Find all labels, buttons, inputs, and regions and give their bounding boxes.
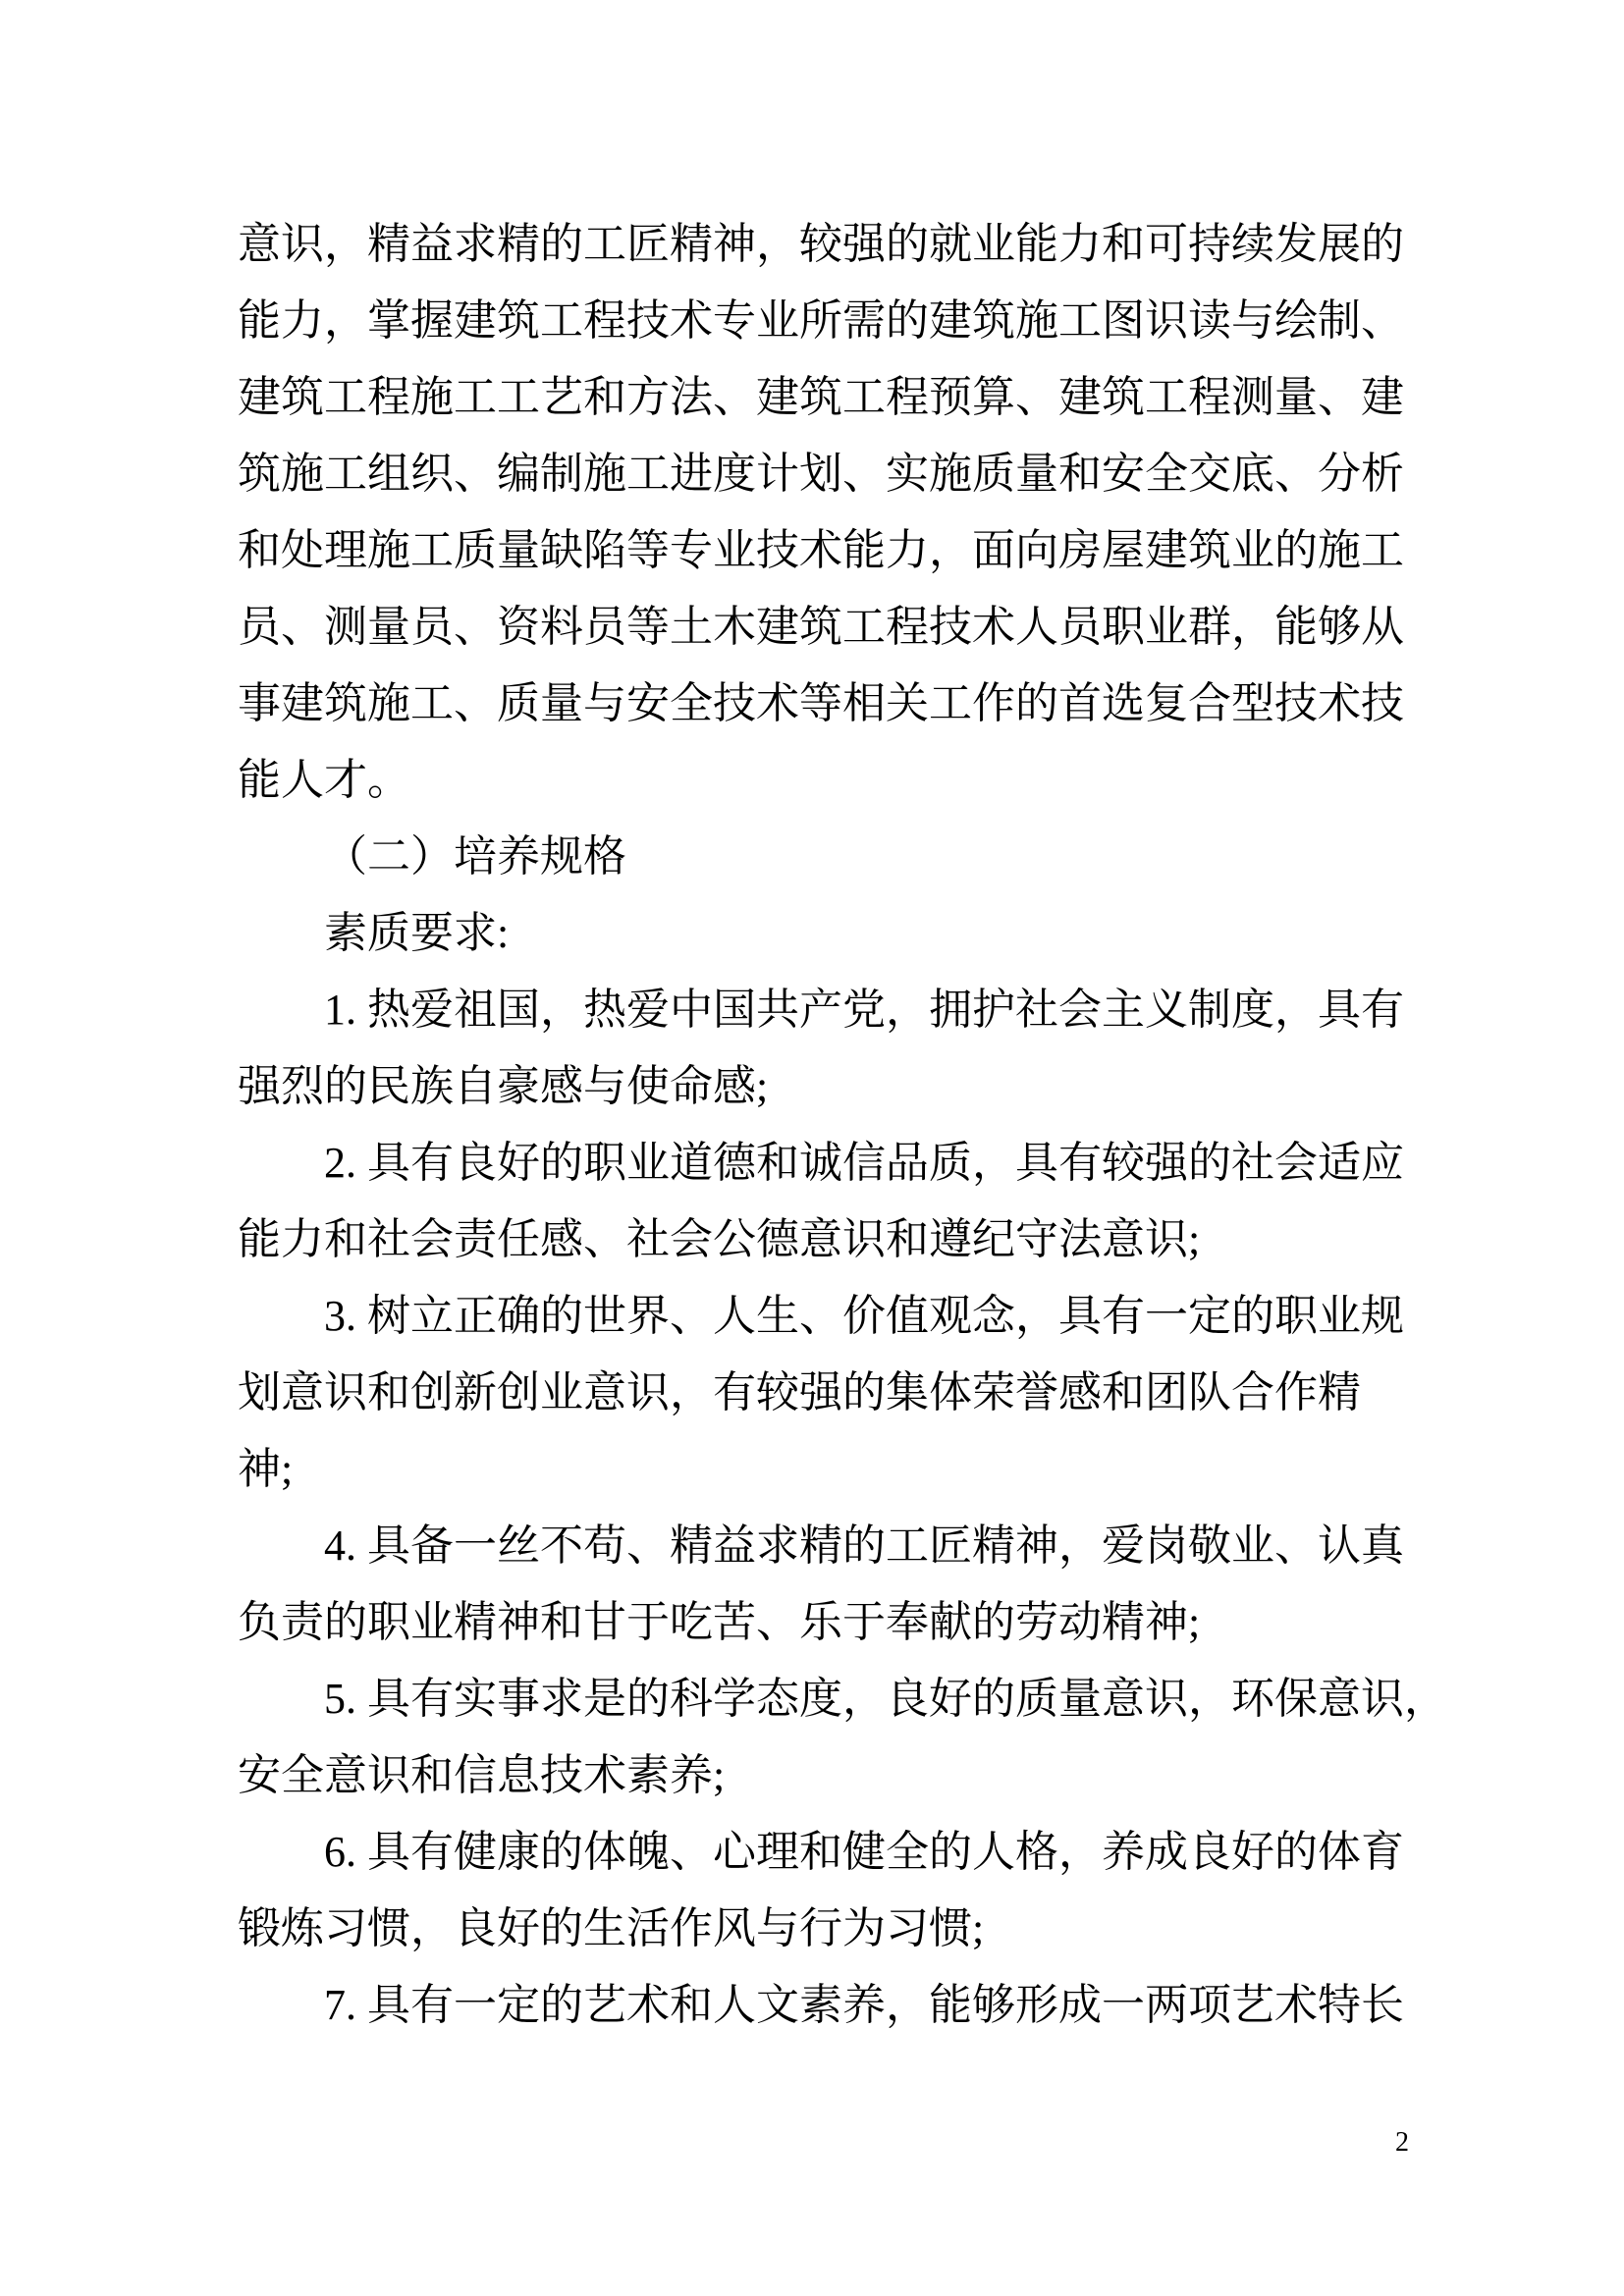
text-line: 能力，掌握建筑工程技术专业所需的建筑施工图识读与绘制、 — [238, 296, 1404, 345]
list-item: 6. 具有健康的体魄、心理和健全的人格，养成良好的体育 — [324, 1828, 1404, 1876]
list-item: 2. 具有良好的职业道德和诚信品质，具有较强的社会适应 — [324, 1139, 1404, 1187]
text-line: 员、测量员、资料员等土木建筑工程技术人员职业群，能够从 — [238, 603, 1404, 651]
text-line: 安全意识和信息技术素养; — [238, 1751, 726, 1799]
text-line: 素质要求: — [324, 909, 510, 957]
list-item: 4. 具备一丝不苟、精益求精的工匠精神，爱岗敬业、认真 — [324, 1522, 1404, 1570]
text-line: 神; — [238, 1445, 294, 1493]
text-block — [238, 206, 1447, 2044]
list-item: 3. 树立正确的世界、人生、价值观念，具有一定的职业规 — [324, 1292, 1404, 1340]
text-line: 划意识和创新创业意识，有较强的集体荣誉感和团队合作精 — [238, 1368, 1361, 1416]
list-item: 5. 具有实事求是的科学态度，良好的质量意识，环保意识， — [324, 1675, 1447, 1723]
text-line: 意识，精益求精的工匠精神，较强的就业能力和可持续发展的 — [238, 220, 1404, 268]
section-heading: （二）培养规格 — [324, 832, 626, 881]
text-line: 负责的职业精神和甘于吃苦、乐于奉献的劳动精神; — [238, 1598, 1201, 1646]
list-item: 1. 热爱祖国，热爱中国共产党，拥护社会主义制度，具有 — [324, 986, 1404, 1034]
text-line: 筑施工组织、编制施工进度计划、实施质量和安全交底、分析 — [238, 450, 1404, 498]
text-line: 和处理施工质量缺陷等专业技术能力，面向房屋建筑业的施工 — [238, 526, 1404, 574]
text-line: 能力和社会责任感、社会公德意识和遵纪守法意识; — [238, 1215, 1201, 1263]
text-line: 能人才。 — [238, 756, 410, 804]
text-line: 事建筑施工、质量与安全技术等相关工作的首选复合型技术技 — [238, 679, 1404, 727]
text-line: 锻炼习惯，良好的生活作风与行为习惯; — [238, 1904, 985, 1952]
list-item: 7. 具有一定的艺术和人文素养，能够形成一两项艺术特长 — [324, 1981, 1404, 2029]
page-number: 2 — [1395, 2127, 1409, 2158]
text-line: 强烈的民族自豪感与使命感; — [238, 1062, 769, 1110]
text-line: 建筑工程施工工艺和方法、建筑工程预算、建筑工程测量、建 — [238, 373, 1404, 421]
